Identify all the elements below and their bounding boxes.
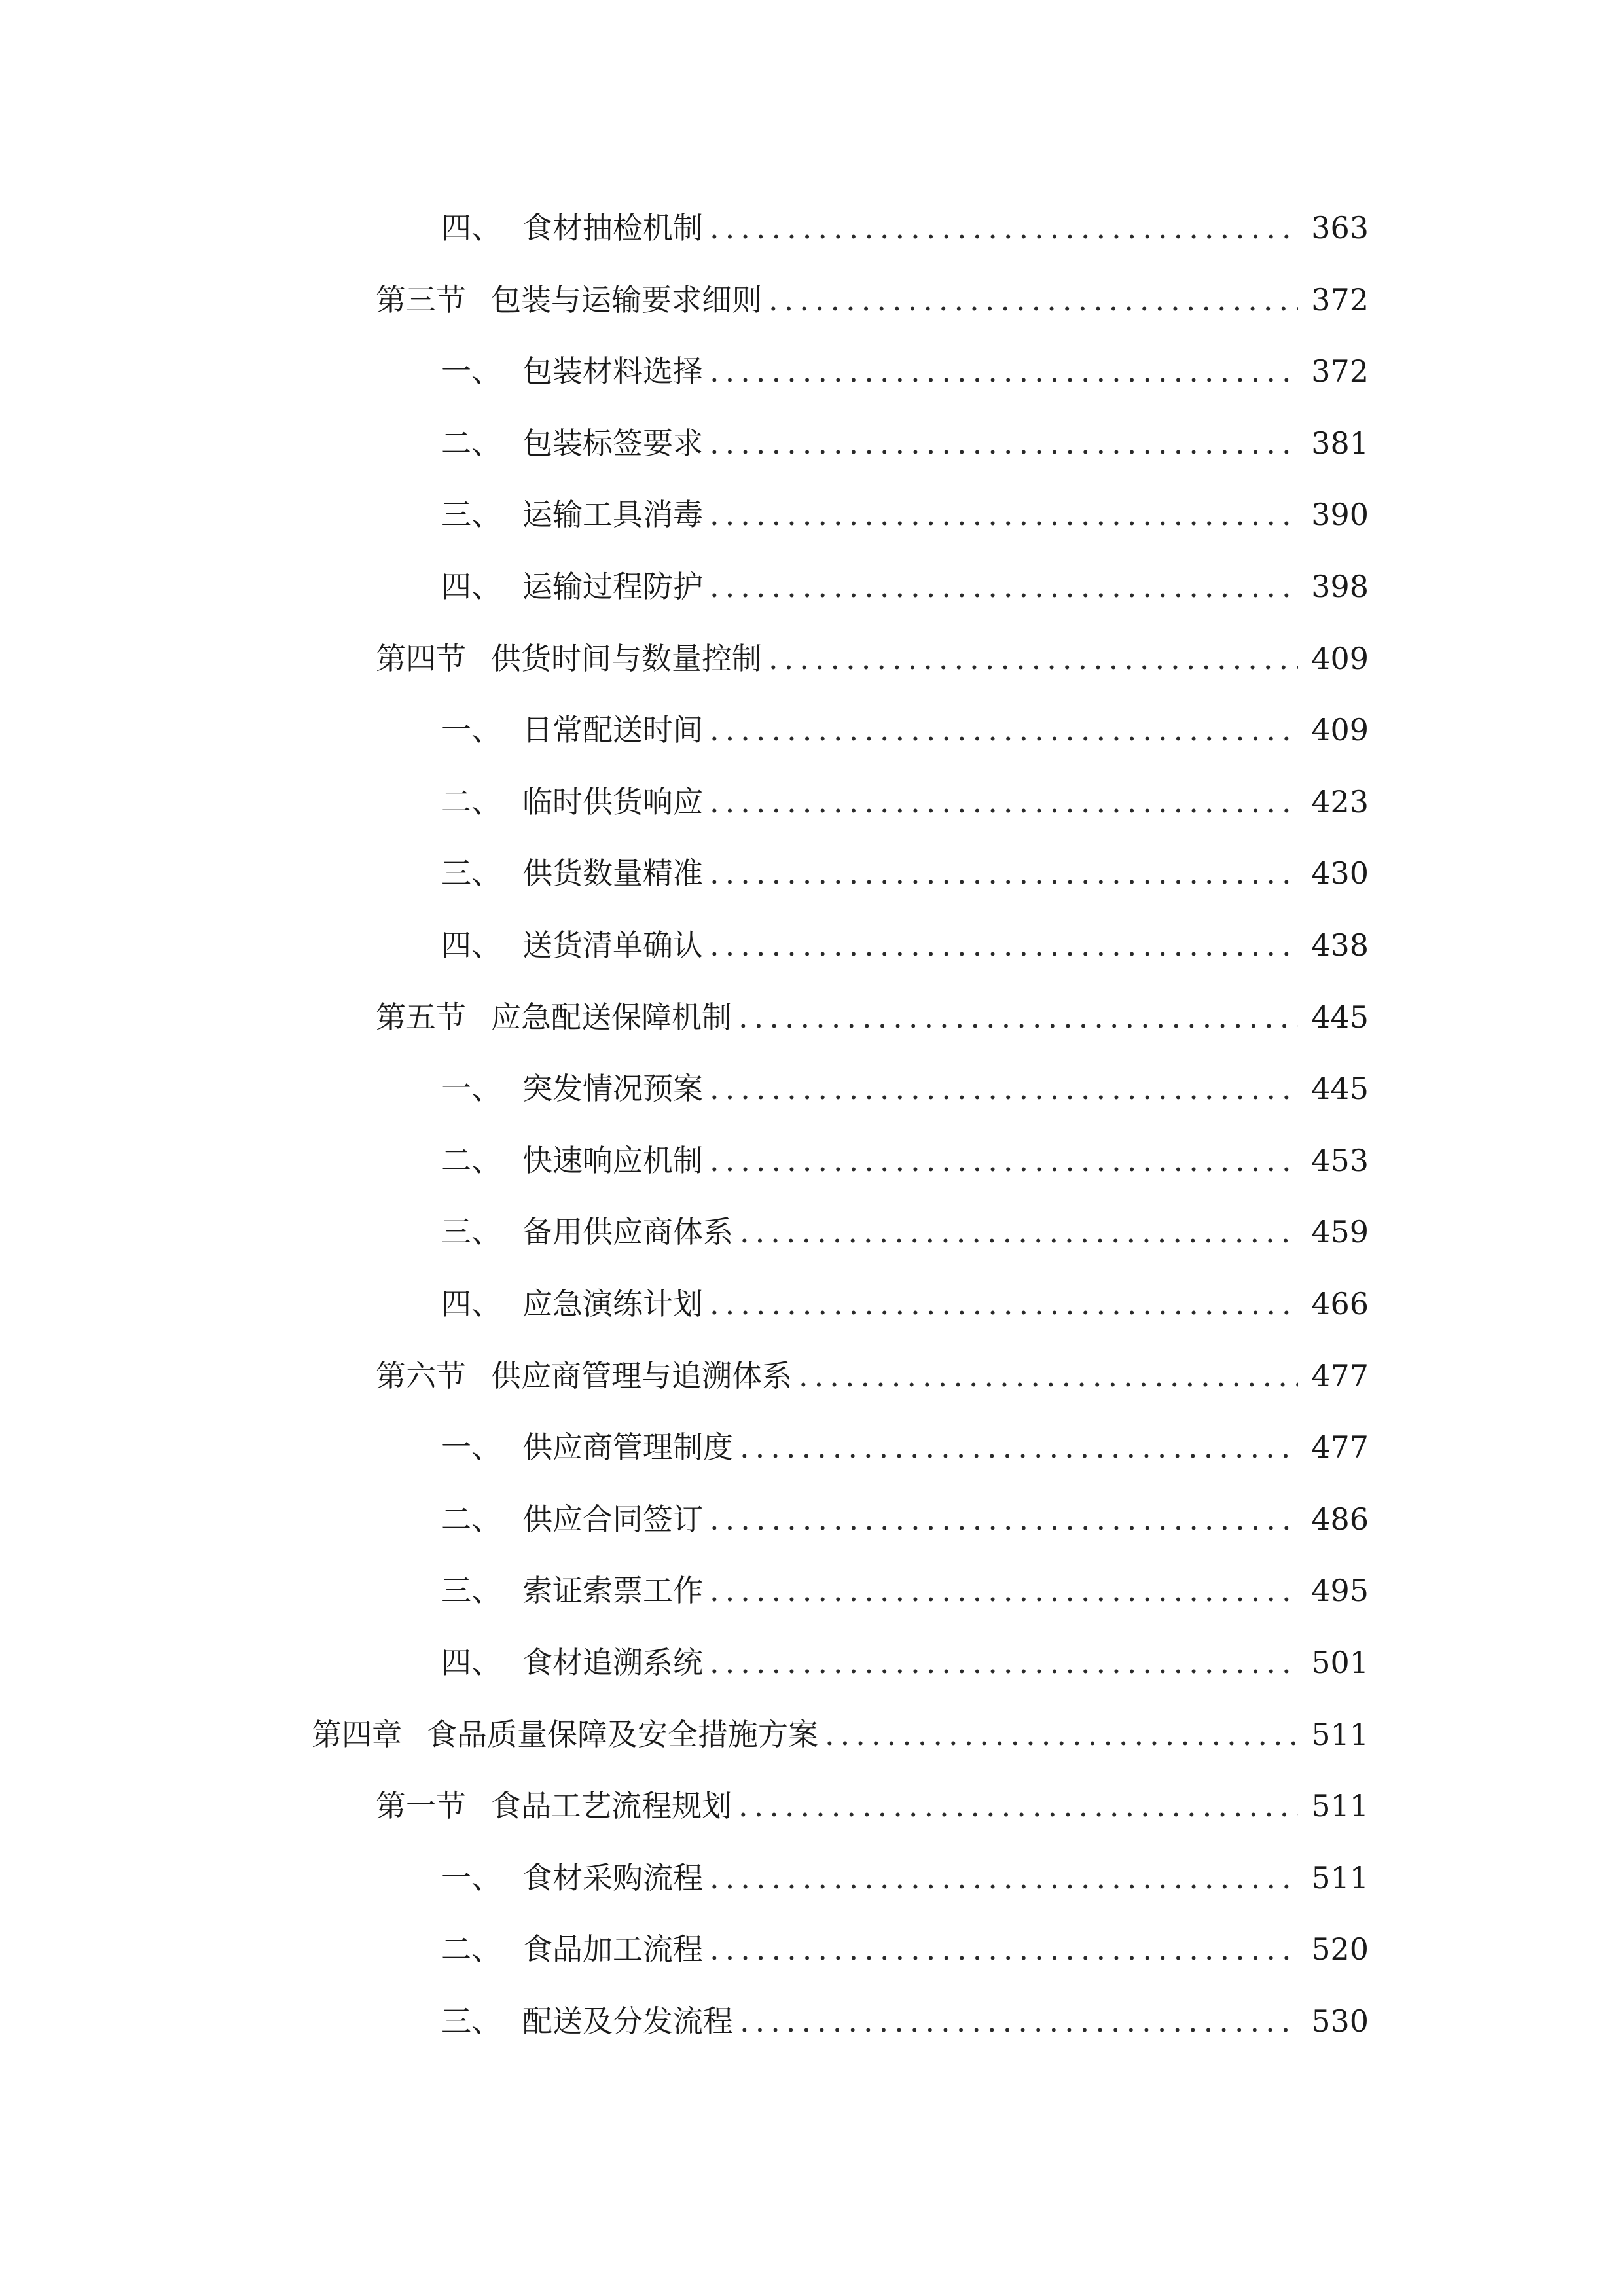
- toc-entry-prefix: 一、: [441, 1071, 501, 1106]
- toc-dot-leader: [825, 1708, 1298, 1761]
- toc-entry-page-number: 430: [1311, 855, 1369, 891]
- toc-entry-page-number: 390: [1311, 497, 1369, 532]
- toc-entry-title: 供货数量精准: [522, 855, 703, 891]
- toc-entry-title: 食材采购流程: [522, 1860, 703, 1895]
- toc-entry-prefix: 一、: [441, 712, 501, 747]
- toc-entry-prefix: 一、: [441, 1429, 501, 1465]
- toc-entry-item[interactable]: [441, 560, 1369, 613]
- toc-entry-chapter[interactable]: [312, 1708, 1369, 1761]
- toc-entry-prefix: 二、: [441, 784, 501, 819]
- toc-entry-page-number: 495: [1311, 1573, 1369, 1608]
- toc-entry-page-number: 466: [1311, 1286, 1369, 1321]
- toc-entry-item[interactable]: [441, 1852, 1369, 1904]
- toc-entry-item[interactable]: [441, 847, 1369, 899]
- toc-entry-prefix: 第三节: [376, 282, 466, 317]
- toc-entry-prefix: 三、: [441, 855, 501, 891]
- toc-dot-leader: [710, 1636, 1298, 1689]
- toc-entry-page-number: 477: [1311, 1358, 1369, 1393]
- toc-entry-item[interactable]: [441, 1421, 1369, 1473]
- toc-entry-title: 送货清单确认: [522, 927, 703, 963]
- toc-dot-leader: [710, 1493, 1298, 1545]
- toc-entry-item[interactable]: [441, 488, 1369, 541]
- toc-entry-item[interactable]: [441, 1493, 1369, 1545]
- toc-entry-title: 食材追溯系统: [522, 1645, 703, 1680]
- toc-dot-leader: [738, 1780, 1298, 1832]
- toc-entry-page-number: 501: [1311, 1645, 1369, 1680]
- toc-entry-page-number: 486: [1311, 1501, 1369, 1537]
- toc-entry-title: 日常配送时间: [522, 712, 703, 747]
- toc-entry-page-number: 398: [1311, 569, 1369, 604]
- toc-entry-title: 运输过程防护: [522, 569, 703, 604]
- toc-entry-page-number: 438: [1311, 927, 1369, 963]
- toc-entry-page-number: 453: [1311, 1143, 1369, 1178]
- toc-entry-page-number: 445: [1311, 1071, 1369, 1106]
- toc-entry-item[interactable]: [441, 776, 1369, 828]
- toc-entry-page-number: 511: [1311, 1860, 1369, 1895]
- toc-entry-prefix: 二、: [441, 425, 501, 461]
- toc-entry-section[interactable]: [376, 1350, 1369, 1402]
- toc-dot-leader: [740, 1421, 1298, 1473]
- toc-dot-leader: [710, 345, 1298, 397]
- toc-dot-leader: [768, 274, 1298, 326]
- toc-entry-prefix: 四、: [441, 210, 501, 245]
- toc-entry-prefix: 三、: [441, 2003, 501, 2039]
- toc-entry-page-number: 409: [1311, 712, 1369, 747]
- toc-entry-item[interactable]: [441, 1564, 1369, 1617]
- toc-entry-title: 索证索票工作: [522, 1573, 703, 1608]
- toc-entry-section[interactable]: [376, 632, 1369, 685]
- toc-entry-prefix: 四、: [441, 1286, 501, 1321]
- toc-entry-section[interactable]: [376, 1780, 1369, 1832]
- toc-dot-leader: [740, 1995, 1298, 2047]
- toc-entry-item[interactable]: [441, 919, 1369, 971]
- toc-entry-page-number: 445: [1311, 999, 1369, 1035]
- toc-dot-leader: [710, 417, 1298, 469]
- toc-entry-title: 配送及分发流程: [522, 2003, 733, 2039]
- toc-entry-prefix: 四、: [441, 927, 501, 963]
- toc-entry-page-number: 477: [1311, 1429, 1369, 1465]
- toc-dot-leader: [710, 1923, 1298, 1975]
- toc-entry-title: 包装材料选择: [522, 353, 703, 389]
- toc-entry-title: 应急配送保障机制: [491, 999, 732, 1035]
- toc-entry-page-number: 530: [1311, 2003, 1369, 2039]
- toc-entry-title: 供货时间与数量控制: [491, 641, 762, 676]
- toc-dot-leader: [799, 1350, 1298, 1402]
- toc-entry-title: 应急演练计划: [522, 1286, 703, 1321]
- toc-entry-item[interactable]: [441, 1278, 1369, 1330]
- toc-dot-leader: [710, 488, 1298, 541]
- toc-entry-title: 食品质量保障及安全措施方案: [427, 1717, 818, 1752]
- toc-entry-page-number: 423: [1311, 784, 1369, 819]
- toc-entry-prefix: 第一节: [376, 1788, 466, 1823]
- toc-dot-leader: [738, 991, 1298, 1043]
- toc-entry-title: 食品加工流程: [522, 1931, 703, 1967]
- toc-dot-leader: [710, 776, 1298, 828]
- toc-entry-item[interactable]: [441, 1636, 1369, 1689]
- toc-entry-item[interactable]: [441, 202, 1369, 254]
- toc-entry-prefix: 三、: [441, 1214, 501, 1249]
- toc-entry-item[interactable]: [441, 345, 1369, 397]
- toc-dot-leader: [710, 919, 1298, 971]
- toc-entry-prefix: 第六节: [376, 1358, 466, 1393]
- toc-entry-item[interactable]: [441, 1995, 1369, 2047]
- toc-entry-prefix: 四、: [441, 569, 501, 604]
- toc-entry-title: 供应商管理与追溯体系: [491, 1358, 792, 1393]
- toc-entry-page-number: 372: [1311, 282, 1369, 317]
- toc-dot-leader: [710, 1278, 1298, 1330]
- toc-dot-leader: [710, 560, 1298, 613]
- toc-entry-prefix: 第五节: [376, 999, 466, 1035]
- toc-dot-leader: [710, 1134, 1298, 1187]
- toc-dot-leader: [710, 1564, 1298, 1617]
- toc-dot-leader: [710, 847, 1298, 899]
- toc-entry-prefix: 二、: [441, 1143, 501, 1178]
- toc-entry-item[interactable]: [441, 1923, 1369, 1975]
- toc-entry-prefix: 一、: [441, 1860, 501, 1895]
- toc-entry-section[interactable]: [376, 991, 1369, 1043]
- toc-entry-page-number: 409: [1311, 641, 1369, 676]
- toc-entry-prefix: 二、: [441, 1931, 501, 1967]
- toc-entry-section[interactable]: [376, 274, 1369, 326]
- toc-dot-leader: [740, 1206, 1298, 1258]
- toc-entry-page-number: 520: [1311, 1931, 1369, 1967]
- toc-entry-prefix: 二、: [441, 1501, 501, 1537]
- toc-entry-title: 食材抽检机制: [522, 210, 703, 245]
- toc-dot-leader: [710, 704, 1298, 756]
- toc-entry-page-number: 372: [1311, 353, 1369, 389]
- toc-entry-page-number: 511: [1311, 1788, 1369, 1823]
- toc-entry-page-number: 511: [1311, 1717, 1369, 1752]
- toc-dot-leader: [710, 1852, 1298, 1904]
- toc-entry-title: 备用供应商体系: [522, 1214, 733, 1249]
- toc-entry-item[interactable]: [441, 1206, 1369, 1258]
- toc-entry-title: 包装与运输要求细则: [491, 282, 762, 317]
- toc-dot-leader: [710, 202, 1298, 254]
- toc-entry-title: 快速响应机制: [522, 1143, 703, 1178]
- toc-entry-prefix: 一、: [441, 353, 501, 389]
- toc-entry-item[interactable]: [441, 1062, 1369, 1115]
- toc-entry-prefix: 第四章: [312, 1717, 402, 1752]
- toc-entry-title: 突发情况预案: [522, 1071, 703, 1106]
- toc-dot-leader: [710, 1062, 1298, 1115]
- toc-entry-prefix: 三、: [441, 1573, 501, 1608]
- toc-entry-prefix: 四、: [441, 1645, 501, 1680]
- toc-entry-title: 运输工具消毒: [522, 497, 703, 532]
- toc-entry-title: 供应合同签订: [522, 1501, 703, 1537]
- toc-entry-item[interactable]: [441, 417, 1369, 469]
- toc-entry-title: 食品工艺流程规划: [491, 1788, 732, 1823]
- toc-entry-page-number: 363: [1311, 210, 1369, 245]
- toc-entry-page-number: 459: [1311, 1214, 1369, 1249]
- toc-entry-prefix: 三、: [441, 497, 501, 532]
- toc-entry-prefix: 第四节: [376, 641, 466, 676]
- toc-entry-item[interactable]: [441, 1134, 1369, 1187]
- toc-entry-item[interactable]: [441, 704, 1369, 756]
- toc-entry-page-number: 381: [1311, 425, 1369, 461]
- toc-entry-title: 包装标签要求: [522, 425, 703, 461]
- toc-entry-title: 供应商管理制度: [522, 1429, 733, 1465]
- toc-dot-leader: [768, 632, 1298, 685]
- toc-entry-title: 临时供货响应: [522, 784, 703, 819]
